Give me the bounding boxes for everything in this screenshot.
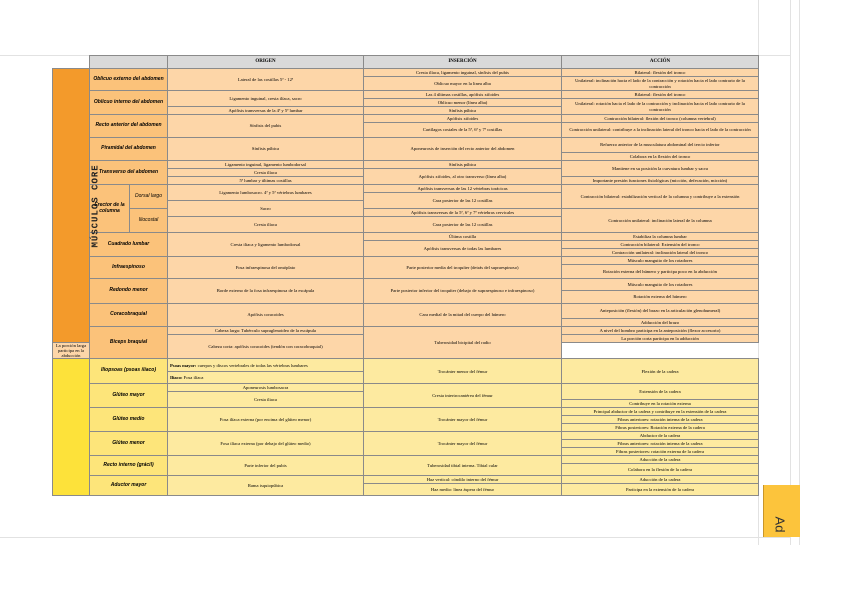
- action-cell: Contracción unilateral: inclinación lateral del tronco: [562, 249, 759, 257]
- origin-cell: Cresta ilíaca: [168, 217, 364, 233]
- origin-cell: Cresta ilíaca: [168, 169, 364, 177]
- action-cell: Participa en la extensión de la cadera: [562, 484, 759, 496]
- origin-cell: Lateral de las costillas 5ª - 12ª: [168, 69, 364, 91]
- action-cell: Músculo manguito de los rotadores: [562, 257, 759, 265]
- insertion-cell: Parte posterior inferior del troquíter (debajo de supraespinoso e infraespinoso): [364, 279, 562, 304]
- action-cell: Estabiliza la columna lumbar: [562, 233, 759, 241]
- action-cell: Fibras anteriores: rotación interna de la cadera: [562, 440, 759, 448]
- action-cell: Refuerzo anterior de la musculatura abdominal del tercio inferior: [562, 138, 759, 153]
- origin-cell: Cabeza corta: apófisis coracoides (tendón con coracobraquial): [168, 335, 364, 359]
- origin-cell: Sínfisis del pubis: [168, 115, 364, 138]
- insertion-cell: Aponeurosis de inserción del recto anterior del abdomen: [364, 138, 562, 161]
- action-cell: Anteposición (flexión) del brazo en la articulación glenohumeral): [562, 304, 759, 319]
- muscle-name: Infraespinoso: [90, 257, 168, 279]
- origin-cell: Cresta iliaca y ligamento lumbodorsal: [168, 233, 364, 257]
- muscle-name: Recto anterior del abdomen: [90, 115, 168, 138]
- core-group-label: MÚSCULOS CORE: [53, 69, 90, 343]
- origin-cell: Psoas mayor: cuerpos y discos vertebrales de todas las vértebras lumbares: [168, 359, 364, 372]
- action-cell: Extensión de la cadera: [562, 384, 759, 400]
- next-section-label: Ad: [772, 516, 788, 533]
- insertion-cell: Trocánter menor del fémur: [364, 359, 562, 384]
- action-cell: Unilateral: inclinación hacia el lado de la contracción y rotación hacia el lado contrario de la contracción: [562, 77, 759, 91]
- action-cell: Unilateral: rotación hacia el lado de la contracción y inclinación hacia el lado contrario de la contracción: [562, 99, 759, 115]
- origin-cell: Sacro: [168, 201, 364, 217]
- muscle-name: Piramidal del abdomen: [90, 138, 168, 161]
- submuscle-name: Dorsal largo: [130, 185, 168, 209]
- header-action: ACCIÓN: [562, 56, 759, 69]
- origin-cell: Rama isquiopúbica: [168, 476, 364, 496]
- muscle-name: Glúteo mayor: [90, 384, 168, 408]
- action-cell: Importante presión funciones fisiológicas (micción, defecación, micción): [562, 177, 759, 185]
- action-cell: Colabora en la flexión del tronco: [562, 153, 759, 161]
- insertion-cell: Cresta intertrocantérea del fémur: [364, 384, 562, 408]
- insertion-cell: Cartílagos costales de la 5ª, 6ª y 7ª costillas: [364, 123, 562, 138]
- next-section-tab: [763, 485, 800, 537]
- origin-cell: Ligamento inguinal, ligamento lumbodorsal: [168, 161, 364, 169]
- origin-cell: Apófisis coracoides: [168, 304, 364, 327]
- origin-cell: Apófisis transversas de la 4ª y 5ª lumbar: [168, 107, 364, 115]
- insertion-cell: Apófisis xifoides, al otro transverso (línea alba): [364, 169, 562, 185]
- insertion-cell: Trocánter mayor del fémur: [364, 408, 562, 432]
- submuscle-name: Iliocostal: [130, 209, 168, 233]
- muscle-name: Cuadrado lumbar: [90, 233, 168, 257]
- header-row: [53, 56, 759, 69]
- origin-cell: Parte inferior del pubis: [168, 456, 364, 476]
- muscle-name: Recto interno (grácil): [90, 456, 168, 476]
- origin-cell: Borde externo de la fosa infraespinosa de la escápula: [168, 279, 364, 304]
- insertion-cell: Haz medio: línea áspera del fémur: [364, 484, 562, 496]
- insertion-cell: Última costilla: [364, 233, 562, 241]
- origin-cell: Fosa ilíaca externa (por debajo del glúteo medio): [168, 432, 364, 456]
- muscle-name: Erector de la columna: [90, 185, 130, 233]
- action-cell: Flexión de la cadera: [562, 359, 759, 384]
- insertion-cell: Cara posterior de las 12 costillas: [364, 193, 562, 209]
- header-origin: ORIGEN: [168, 56, 364, 69]
- origin-cell: Sínfisis púbica: [168, 138, 364, 161]
- action-cell: Contracción bilateral: flexión del tronco (columna vertebral): [562, 115, 759, 123]
- origin-cell: 5ª lumbar y últimas costillas: [168, 177, 364, 185]
- muscle-name: Redondo menor: [90, 279, 168, 304]
- action-cell: Colabora en la flexión de la cadera: [562, 464, 759, 476]
- insertion-cell: Tuberosidad tibial interna. Tibial cular: [364, 456, 562, 476]
- header-name-cell: [90, 56, 168, 69]
- insertion-cell: Sínfisis púbica: [364, 161, 562, 169]
- insertion-cell: Oblicuo menor (línea alba): [364, 99, 562, 107]
- action-cell: Rotación externa del húmero y participa poco en la abducción: [562, 265, 759, 279]
- action-cell: Fibras anteriores: rotación interna de la cadera: [562, 416, 759, 424]
- origin-cell: Fosa infraespinosa del omóplato: [168, 257, 364, 279]
- muscle-name: Oblicuo interno del abdomen: [90, 91, 168, 115]
- action-cell: Aducción de la cadera: [562, 476, 759, 484]
- action-cell: La porción corta participa en la adducción: [562, 335, 759, 343]
- action-cell: Adducción del brazo: [562, 319, 759, 327]
- action-cell: Contracción bilateral: Extensión del tronco: [562, 241, 759, 249]
- insertion-cell: Cresta ilíaca, ligamento inguinal, sínfisis del pubis: [364, 69, 562, 77]
- origin-cell: Fosa ilíaca externa (por encima del glúteo menor): [168, 408, 364, 432]
- action-cell: Mantiene en su posición la curvatura lumbar y sacra: [562, 161, 759, 177]
- insertion-cell: Cara medial de la mitad del cuerpo del húmero: [364, 304, 562, 327]
- insertion-cell: Cara posterior de las 12 costillas: [364, 217, 562, 233]
- action-cell: A nivel del hombro participa en la anteposición (flexor accesorio): [562, 327, 759, 335]
- action-cell: Bilateral: flexión del tronco: [562, 69, 759, 77]
- action-cell: Abductor de la cadera: [562, 432, 759, 440]
- action-cell: Músculo manguito de los rotadores: [562, 279, 759, 291]
- insertion-cell: Parte posterior media del troquíter (detrás del supraespinoso): [364, 257, 562, 279]
- action-cell: La porción larga participa en la abducción: [53, 343, 90, 359]
- origin-cell: Aponeurosis lumbosacra: [168, 384, 364, 392]
- insertion-cell: Apófisis transversas de la 5ª, 6ª y 7ª vértebras cervicales: [364, 209, 562, 217]
- muscle-name: Iliopsoas (psoas ilíaco): [90, 359, 168, 384]
- action-cell: Fibras posteriores: rotación externa de la cadera: [562, 448, 759, 456]
- muscle-name: Aductor mayor: [90, 476, 168, 496]
- muscle-name: Oblicuo externo del abdomen: [90, 69, 168, 91]
- action-cell: Principal abductor de la cadera y contribuye en la extensión de la cadera: [562, 408, 759, 416]
- origin-cell: Ligamento inguinal, cresta ilíaca, sacro: [168, 91, 364, 107]
- insertion-cell: Apófisis xifoides: [364, 115, 562, 123]
- origin-cell: Cresta iliaca: [168, 392, 364, 408]
- muscle-table: [52, 55, 759, 496]
- muscle-name: Glúteo menor: [90, 432, 168, 456]
- action-cell: Contracción unilateral: inclinación lateral de la columna: [562, 209, 759, 233]
- insertion-cell: Apófisis transversas de las 12 vértebras torácicas: [364, 185, 562, 193]
- action-cell: Contribuye en la rotación externa: [562, 400, 759, 408]
- insertion-cell: Las 4 últimas costillas, apófisis xifoides: [364, 91, 562, 99]
- origin-cell: Cabeza larga: Tubérculo supraglenoideo de la escápula: [168, 327, 364, 335]
- action-cell: Rotación externa del húmero: [562, 291, 759, 304]
- origin-cell: Iliaco: Fosa ilíaca: [168, 372, 364, 384]
- insertion-cell: Sínfisis púbica: [364, 107, 562, 115]
- insertion-cell: Apófisis transversas de todas las lumbares: [364, 241, 562, 257]
- action-cell: Fibras posteriores: Rotación externa de la cadera: [562, 424, 759, 432]
- insertion-cell: Haz vertical: cóndilo interno del fémur: [364, 476, 562, 484]
- header-insertion: INSERCIÓN: [364, 56, 562, 69]
- header-spacer: [53, 56, 90, 69]
- insertion-cell: Tuberosidad bicipital del radio: [364, 327, 562, 359]
- muscle-name: Biceps braquial: [90, 327, 168, 359]
- origin-cell: Ligamento lumbosacro. 4ª y 5ª vértebras lumbares: [168, 185, 364, 201]
- muscle-name: Glúteo medio: [90, 408, 168, 432]
- lower-group-label: [53, 359, 90, 496]
- action-cell: Contracción unilateral: contribuye a la inclinación lateral del tronco hacia el lado de la contracción: [562, 123, 759, 138]
- action-cell: Contracción bilateral: estabilización vertical de la columna y contribuye a la extensión: [562, 185, 759, 209]
- muscle-name: Coracobraquial: [90, 304, 168, 327]
- action-cell: Bilateral: flexión del tronco: [562, 91, 759, 99]
- insertion-cell: Trocánter mayor del fémur: [364, 432, 562, 456]
- action-cell: Aducción de la cadera: [562, 456, 759, 464]
- insertion-cell: Oblicuo mayor en la linea alba: [364, 77, 562, 91]
- muscle-name: Transverso del abdomen: [90, 161, 168, 185]
